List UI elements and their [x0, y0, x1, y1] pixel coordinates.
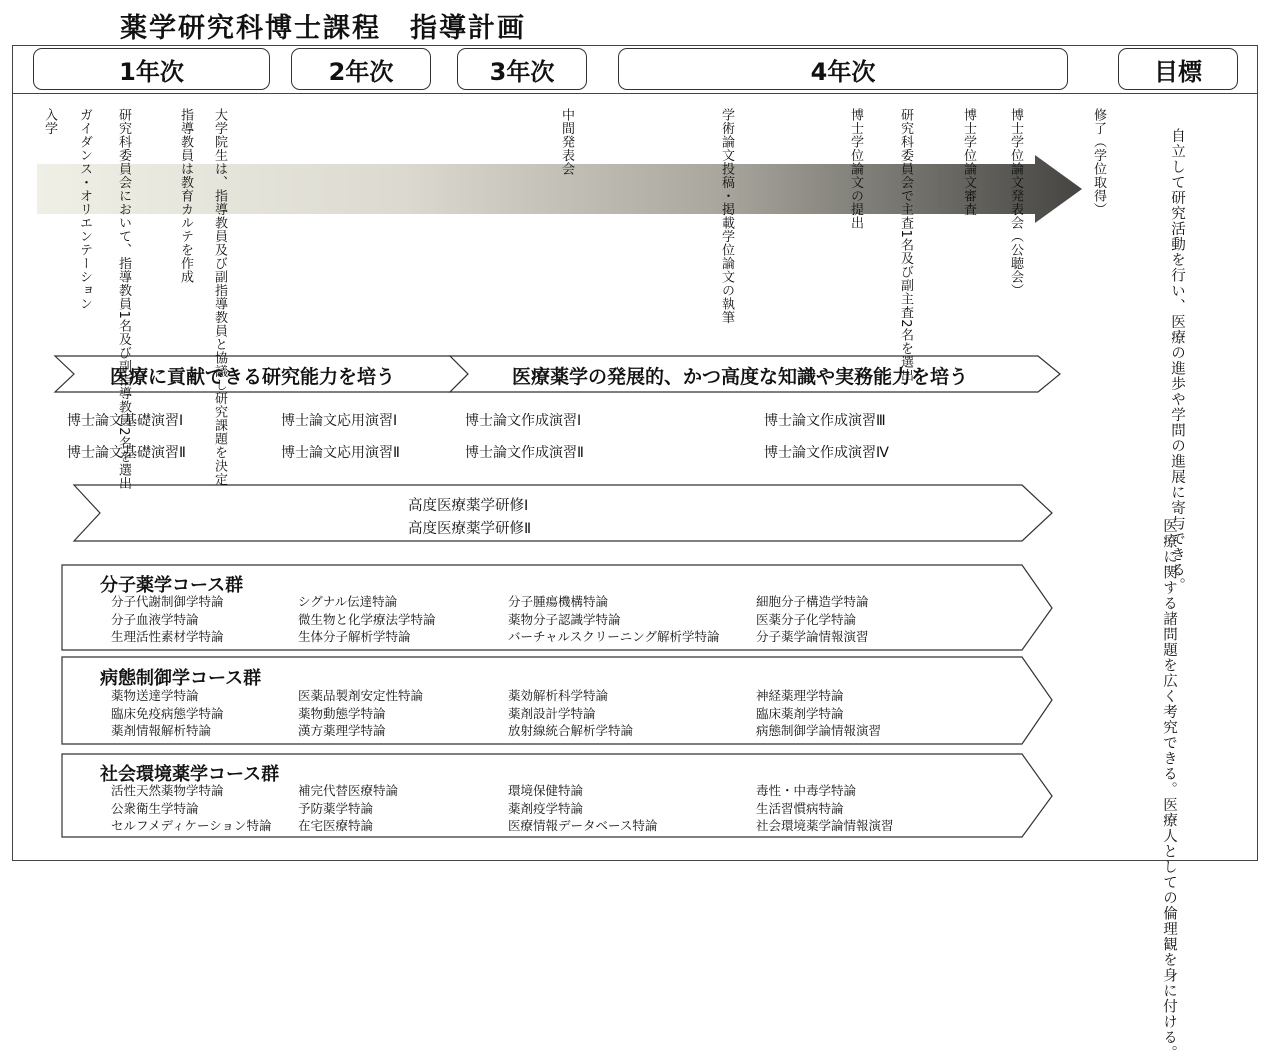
milestone-theme: 大学院生は、指導教員及び副指導教員と協議し研究課題を決定	[212, 108, 227, 486]
milestone-defense: 博士学位論文発表会（公聴会）	[1008, 108, 1023, 297]
milestone-submit: 博士学位論文の提出	[848, 108, 863, 230]
goal-header: 目標	[1118, 48, 1238, 90]
milestone-examiners: 研究科委員会で主査1名及び副主査2名を選出	[898, 108, 913, 383]
course-group-1-col-1: 分子代謝制御学特論 分子血液学特論 生理活性素材学特論	[111, 594, 224, 644]
course-group-1-col-2: シグナル伝達特論 微生物と化学療法学特論 生体分子解析学特論	[298, 594, 436, 644]
milestone-committee: 研究科委員会において、指導教員1名及び副指導教員2名を選出	[116, 108, 131, 491]
course-group-2-col-4: 神経薬理学特論 臨床薬剤学特論 病態制御学論情報演習	[756, 688, 882, 738]
exercise-kiso-2: 博士論文基礎演習Ⅱ	[67, 445, 186, 461]
milestone-review: 博士学位論文審査	[961, 108, 976, 216]
course-group-2-title: 病態制御学コース群	[100, 668, 262, 689]
course-group-2-col-1: 薬物送達学特論 臨床免疫病態学特論 薬剤情報解析特論	[111, 688, 224, 738]
exercise-sakusei-2: 博士論文作成演習Ⅱ	[465, 445, 584, 461]
exercise-sakusei-1: 博士論文作成演習Ⅰ	[465, 413, 582, 429]
course-group-2-col-2: 医薬品製剤安定性特論 薬物動態学特論 漢方薬理学特論	[298, 688, 424, 738]
year-2-header: 2年次	[291, 48, 431, 90]
course-group-1-col-3: 分子腫瘍機構特論 薬物分子認識学特論 バーチャルスクリーニング解析学特論	[508, 594, 720, 644]
course-group-3-col-3: 環境保健特論 薬剤疫学特論 医療情報データベース特論	[508, 783, 658, 833]
exercise-oyo-1: 博士論文応用演習Ⅰ	[281, 413, 398, 429]
training-1: 高度医療薬学研修Ⅰ	[408, 498, 529, 514]
milestone-midterm: 中間発表会	[559, 108, 574, 176]
band-right-label: 医療薬学の発展的、かつ高度な知識や実務能力を培う	[512, 366, 969, 388]
course-group-3-col-2: 補完代替医療特論 予防薬学特論 在宅医療特論	[298, 783, 399, 833]
course-group-1-title: 分子薬学コース群	[100, 575, 244, 596]
course-group-2-col-3: 薬効解析科学特論 薬剤設計学特論 放射線統合解析学特論	[508, 688, 634, 738]
year-1-header: 1年次	[33, 48, 270, 90]
exercise-kiso-1: 博士論文基礎演習Ⅰ	[67, 413, 184, 429]
goal-ethics: 医療に関する諸問題を広く考究できる。医療人としての倫理観を身に付ける。	[1161, 518, 1177, 1061]
course-group-3-col-4: 毒性・中毒学特論 生活習慣病特論 社会環境薬学論情報演習	[756, 783, 894, 833]
year-4-header: 4年次	[618, 48, 1068, 90]
header-divider	[12, 93, 1258, 94]
course-group-3-title: 社会環境薬学コース群	[100, 764, 280, 785]
training-2: 高度医療薬学研修Ⅱ	[408, 521, 532, 537]
milestone-karte: 指導教員は教育カルテを作成	[178, 108, 193, 284]
milestone-complete: 修了（学位取得）	[1091, 108, 1106, 216]
milestone-guidance: ガイダンス・オリエンテーション	[77, 108, 92, 311]
exercise-oyo-2: 博士論文応用演習Ⅱ	[281, 445, 400, 461]
milestone-paper: 学術論文投稿・掲載学位論文の執筆	[719, 108, 734, 324]
course-group-1-col-4: 細胞分子構造学特論 医薬分子化学特論 分子薬学論情報演習	[756, 594, 869, 644]
course-group-3-col-1: 活性天然薬物学特論 公衆衛生学特論 セルフメディケーション特論	[111, 783, 272, 833]
milestone-enroll: 入学	[42, 108, 57, 135]
band-left-label: 医療に貢献できる研究能力を培う	[110, 366, 396, 388]
exercise-sakusei-4: 博士論文作成演習Ⅳ	[764, 445, 889, 461]
exercise-sakusei-3: 博士論文作成演習Ⅲ	[764, 413, 886, 429]
goal-research: 自立して研究活動を行い、医療の進歩や学問の進展に寄与できる。	[1169, 128, 1185, 593]
year-3-header: 3年次	[457, 48, 587, 90]
page-title: 薬学研究科博士課程 指導計画	[120, 13, 526, 44]
